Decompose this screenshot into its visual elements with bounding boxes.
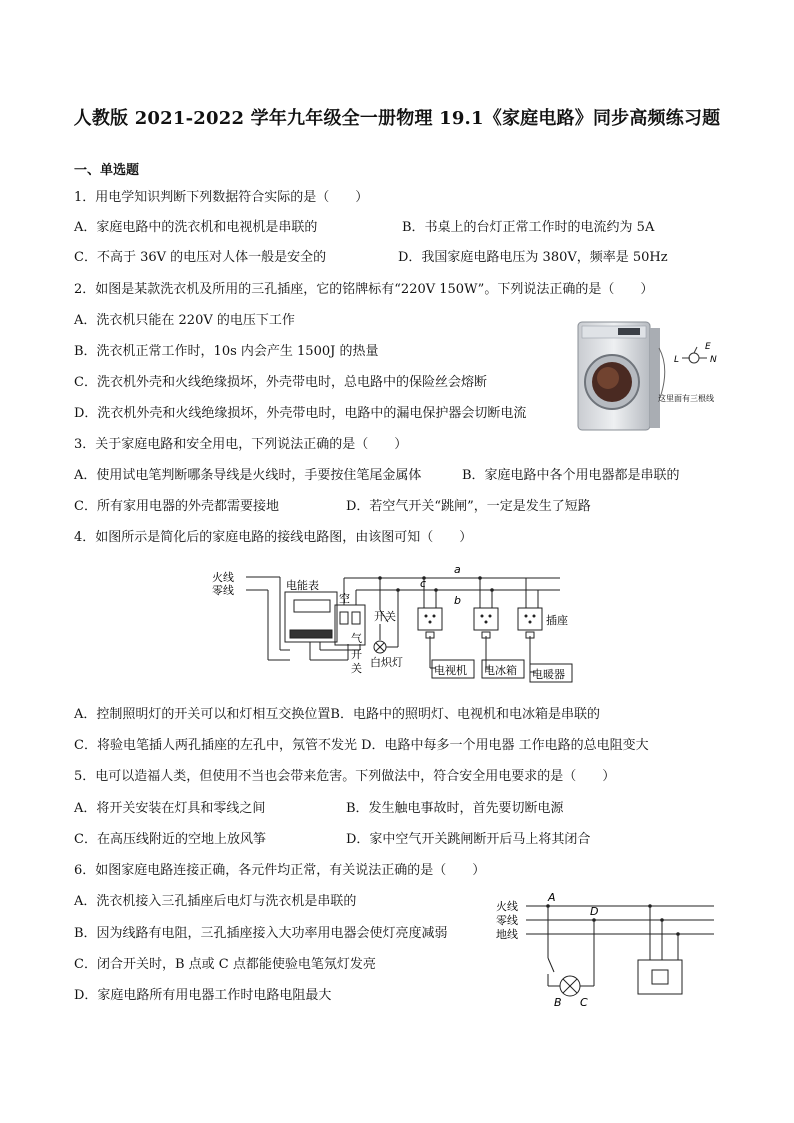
q6-circuit-figure	[492, 890, 718, 1008]
label-E: E	[705, 342, 711, 352]
question-1-stem: 1．用电学知识判断下列数据符合实际的是（ ）	[74, 190, 369, 205]
question-2-option-b: B．洗衣机正常工作时，10s 内会产生 1500J 的热量	[74, 344, 379, 359]
label-air-switch-4: 关	[351, 662, 362, 675]
label-neutral-wire: 零线	[496, 914, 518, 927]
label-L: L	[674, 355, 680, 365]
label-air-switch-1: 空	[339, 592, 350, 605]
label-air-switch-2: 气	[351, 632, 362, 645]
figure-caption: 这里面有三根线	[658, 394, 714, 403]
label-live-wire: 火线	[212, 571, 234, 584]
label-point-b: b	[454, 594, 461, 607]
label-point-A: A	[548, 891, 556, 904]
question-3-stem: 3．关于家庭电路和安全用电，下列说法正确的是（ ）	[74, 437, 408, 452]
label-point-a: a	[454, 563, 461, 576]
question-6-stem: 6．如图家庭电路连接正确，各元件均正常，有关说法正确的是（ ）	[74, 863, 486, 878]
question-6-option-a: A．洗衣机接入三孔插座后电灯与洗衣机是串联的	[74, 894, 357, 909]
question-5-stem: 5．电可以造福人类，但使用不当也会带来危害。下列做法中，符合安全用电要求的是（ ）	[74, 769, 616, 784]
question-5-option-b: B．发生触电事故时，首先要切断电源	[346, 801, 564, 816]
question-2-option-a: A．洗衣机只能在 220V 的电压下工作	[74, 313, 295, 328]
question-2-option-d: D．洗衣机外壳和火线绝缘损坏，外壳带电时，电路中的漏电保护器会切断电流	[74, 406, 527, 421]
label-point-c: c	[420, 577, 427, 590]
question-1-option-b: B．书桌上的台灯正常工作时的电流约为 5A	[402, 220, 655, 235]
question-4-options-ab: A．控制照明灯的开关可以和灯相互交换位置B．电路中的照明灯、电视机和电冰箱是串联的	[74, 707, 600, 722]
label-meter: 电能表	[286, 579, 319, 592]
label-tv: 电视机	[434, 664, 467, 677]
three-pin-plug-symbol	[674, 342, 717, 365]
question-4-options-cd: C．将验电笔插人两孔插座的左孔中，氖管不发光 D．电路中每多一个用电器 工作电路的总电阻变大	[74, 738, 649, 753]
label-socket: 插座	[546, 614, 568, 627]
question-3-option-d: D．若空气开关“跳闸”，一定是发生了短路	[346, 499, 591, 514]
question-6-option-d: D．家庭电路所有用电器工作时电路电阻最大	[74, 988, 332, 1003]
label-N: N	[710, 355, 717, 365]
question-4-stem: 4．如图所示是简化后的家庭电路的接线电路图，由该图可知（ ）	[74, 530, 473, 545]
label-point-C: C	[580, 996, 588, 1008]
question-3-option-b: B．家庭电路中各个用电器都是串联的	[462, 468, 680, 483]
section-heading: 一、单选题	[74, 163, 140, 178]
page-title: 人教版 2021-2022 学年九年级全一册物理 19.1《家庭电路》同步高频练习题	[73, 108, 721, 129]
question-6-option-b: B．因为线路有电阻，三孔插座接入大功率用电器会使灯亮度减弱	[74, 926, 448, 941]
question-6-option-c: C．闭合开关时，B 点或 C 点都能使验电笔氖灯发亮	[74, 957, 376, 972]
question-3-option-c: C．所有家用电器的外壳都需要接地	[74, 499, 279, 514]
washing-machine-figure	[572, 318, 722, 433]
label-ground-wire: 地线	[496, 928, 518, 941]
question-1-option-c: C．不高于 36V 的电压对人体一般是安全的	[74, 250, 327, 265]
question-5-option-d: D．家中空气开关跳闸断开后马上将其闭合	[346, 832, 591, 847]
label-neutral-wire: 零线	[212, 584, 234, 597]
question-5-option-c: C．在高压线附近的空地上放风筝	[74, 832, 266, 847]
question-2-option-c: C．洗衣机外壳和火线绝缘损坏，外壳带电时，总电路中的保险丝会熔断	[74, 375, 487, 390]
label-fridge: 电冰箱	[484, 664, 517, 677]
label-heater: 电暖器	[532, 668, 565, 681]
label-air-switch-3: 开	[351, 648, 362, 661]
wiring-diagram	[210, 560, 590, 690]
label-point-B: B	[554, 996, 562, 1008]
label-live-wire: 火线	[496, 900, 518, 913]
label-point-D: D	[590, 905, 599, 918]
question-3-option-a: A．使用试电笔判断哪条导线是火线时，手要按住笔尾金属体	[74, 468, 422, 483]
question-1-option-a: A．家庭电路中的洗衣机和电视机是串联的	[74, 220, 318, 235]
label-lamp: 白炽灯	[370, 656, 403, 669]
question-2-stem: 2．如图是某款洗衣机及所用的三孔插座，它的铭牌标有“220V 150W”。下列说法正确的是（ ）	[74, 282, 654, 297]
question-5-option-a: A．将开关安装在灯具和零线之间	[74, 801, 266, 816]
question-1-option-d: D．我国家庭电路电压为 380V，频率是 50Hz	[398, 250, 668, 265]
label-switch: 开关	[374, 610, 396, 623]
